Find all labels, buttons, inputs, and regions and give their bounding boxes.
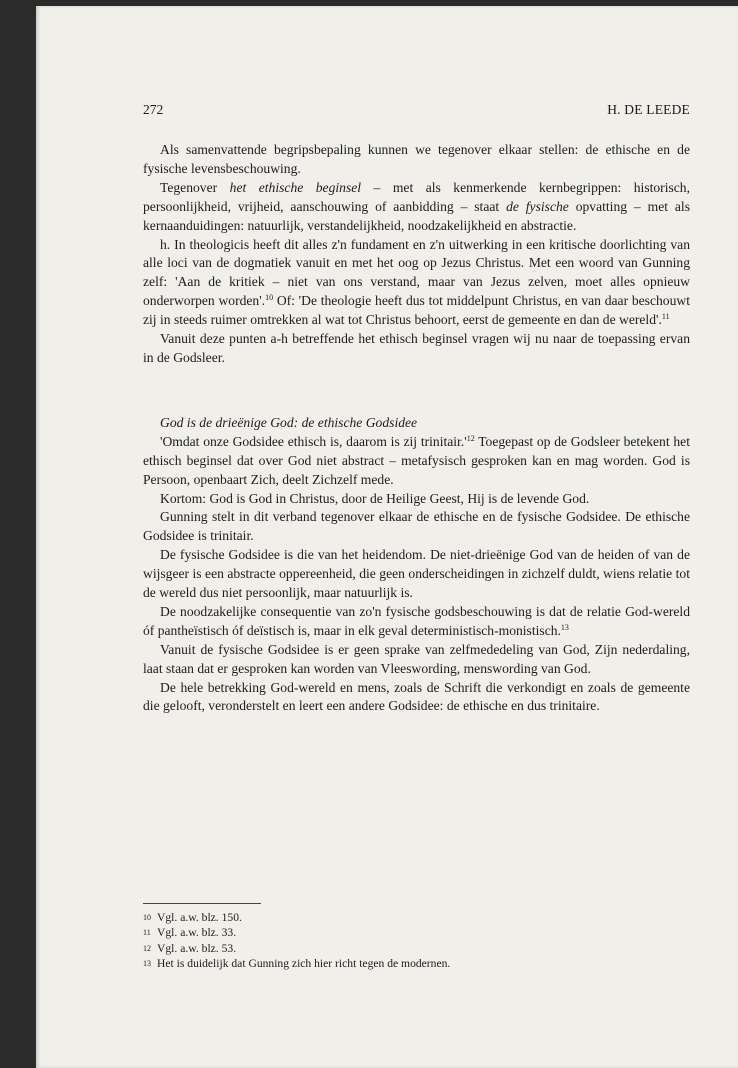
footnote	[143, 925, 690, 940]
footnote-text: Vgl. a.w. blz. 150.	[157, 911, 242, 924]
footnote-number: 12	[143, 943, 151, 953]
paragraph: 'Omdat onze Godsidee ethisch is, daarom is zij $trinitair.'^{12}$ Toegepast op de Godsleer betekent het ethisch beginsel dat over God niet abstract – metafysisch gesproken kan en mag worden. God is Persoon, openbaart Zich, deelt Zichzelf mede.	[143, 433, 690, 487]
running-author: H. DE LEEDE	[607, 102, 690, 117]
footnotes	[143, 910, 690, 972]
paragraph: Vanuit deze punten a-h betreffende het ethisch beginsel vragen wij nu naar de toepassing ervan in de Godsleer.	[143, 331, 690, 365]
scanned-page	[36, 6, 738, 1068]
footnote-divider	[143, 903, 261, 904]
paragraph: Kortom: God is God in Christus, door de Heilige Geest, Hij is de levende God.	[160, 490, 590, 506]
page-number: 272	[143, 102, 164, 117]
paragraph: Als samenvattende begripsbepaling kunnen we tegenover elkaar stellen: de ethische en de fysische levensbeschouwing.	[143, 142, 690, 176]
paragraph: De noodzakelijke consequentie van zo'n fysische godsbeschouwing is dat de relatie God-wereld óf pantheïstisch óf deïstisch is, maar in elk geval deterministisch-monistisch.$^{13}$	[143, 603, 690, 638]
footnote-number: 11	[143, 928, 151, 938]
paragraph: De hele betrekking God-wereld en mens, zoals de Schrift die verkondigt en zoals de gemeente die gelooft, veronderstelt en leert een andere Godsidee: de ethische en dus trinitaire.	[143, 679, 690, 714]
footnote-text: Vgl. a.w. blz. 53.	[157, 941, 237, 955]
footnote	[143, 956, 690, 971]
paragraph: Tegenover het ethische beginsel – met als kenmerkende kernbegrippen: historisch, persoonlijkheid, vrijheid, aanschouwing of aanbidding – staat de fysische opvatting – met als kernaanduidingen: natuurlijk, verstandelijkheid, noodzakelijkheid en abstractie.	[143, 179, 691, 233]
footnote-text: Het is duidelijk dat Gunning zich hier richt tegen de modernen.	[157, 957, 451, 971]
body-text	[143, 141, 690, 716]
paragraph: h. In theologicis heeft dit alles z'n fundament en z'n uitwerking in een kritische doorlichting van alle loci van de dogmatiek vanuit en met het oog op Jezus Christus. Met een woord van Gunning zelf: 'Aan de kritiek – niet van ons verstand, maar van Jezus zelven, moet alles opnieuw onderworpen worden'.$^{10}$ Of: 'De theologie heeft dus tot middelpunt Christus, en van daar beschouwt zij in steeds ruimer omtrekken al wat tot Christus behoort, eerst de gemeente en dan de wereld'.$^{11}$	[143, 236, 690, 328]
footnote-text: Vgl. a.w. blz. 33.	[157, 926, 237, 940]
section-title: God is de drieënige God: de ethische Godsidee	[160, 414, 418, 430]
footnote-number: 13	[143, 959, 151, 969]
footnote	[143, 941, 690, 956]
paragraph: Vanuit de fysische Godsidee is er geen sprake van zelfmededeling van God, Zijn nederdaling, laat staan dat er gesproken kan worden van Vleeswording, menswording van God.	[143, 641, 690, 676]
footnote-number: 10	[143, 913, 151, 922]
footnote	[143, 910, 690, 925]
paragraph: Gunning stelt in dit verband tegenover elkaar de ethische en de fysische Godsidee. De ethische Godsidee is trinitair.	[143, 509, 690, 544]
paragraph: De fysische Godsidee is die van het heidendom. De niet-drieënige God van de heiden of van de wijsgeer is een abstracte oppereenheid, die geen onderscheidingen in zichzelf duldt, wiens relatie tot de wereld dus niet persoonlijk, maar natuurlijk is.	[143, 547, 690, 601]
